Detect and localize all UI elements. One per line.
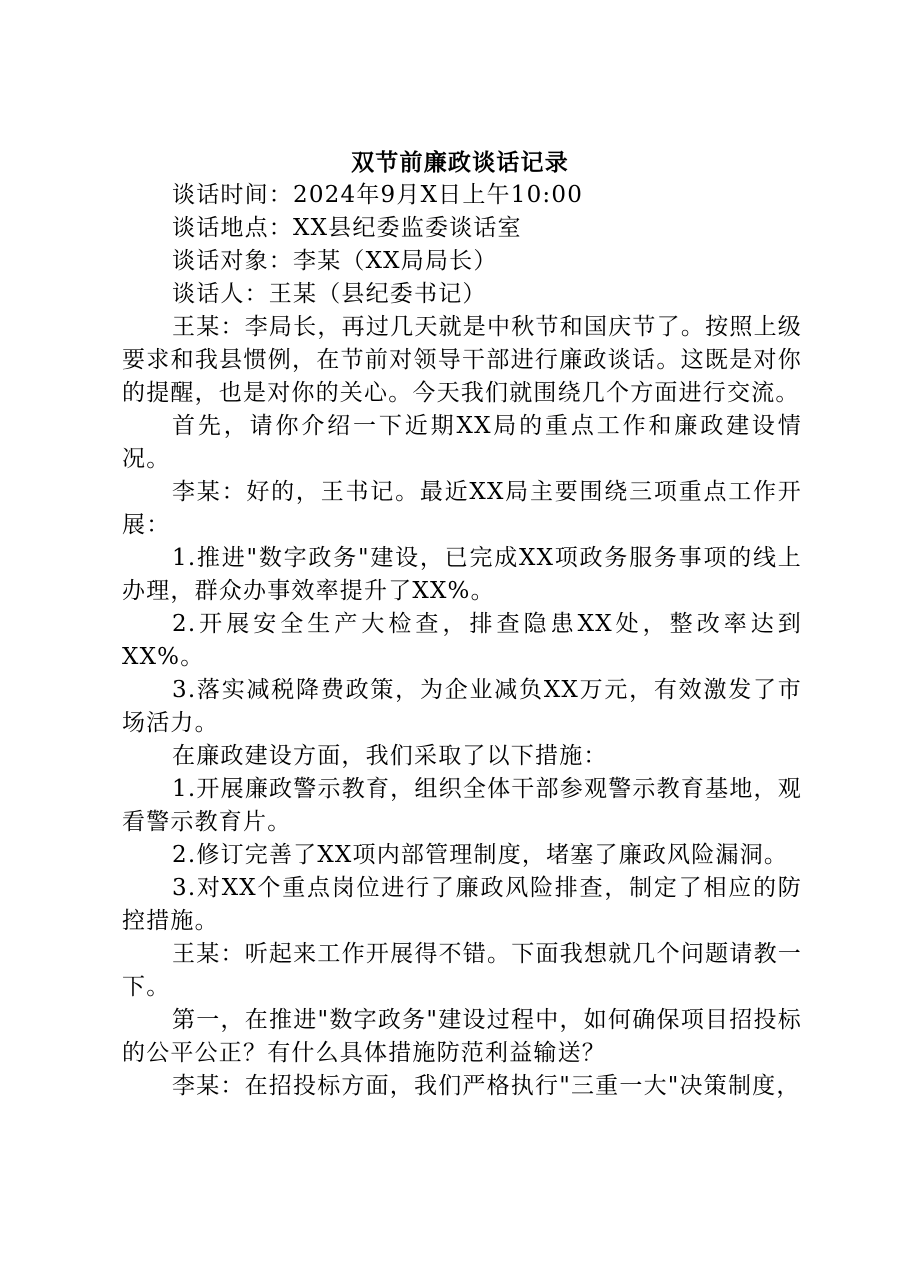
paragraph: 2.修订完善了XX项内部管理制度，堵塞了廉政风险漏洞。	[172, 842, 789, 868]
document-title: 双节前廉政谈话记录	[351, 149, 569, 176]
paragraph: 3.对XX个重点岗位进行了廉政风险排查，制定了相应的防控措施。	[122, 875, 802, 934]
paragraph: 王某：听起来工作开展得不错。下面我想就几个问题请教一下。	[122, 941, 802, 1000]
paragraph: 1.开展廉政警示教育，组织全体干部参观警示教育基地，观看警示教育片。	[122, 776, 802, 835]
meta-place: 谈话地点：XX县纪委监委谈话室	[172, 215, 522, 241]
meta-time: 谈话时间：2024年9月X日上午10:00	[172, 182, 584, 208]
paragraph: 首先，请你介绍一下近期XX局的重点工作和廉政建设情况。	[122, 413, 802, 472]
paragraph: 3.落实减税降费政策，为企业减负XX万元，有效激发了市场活力。	[122, 677, 802, 736]
paragraph: 1.推进"数字政务"建设，已完成XX项政务服务事项的线上办理，群众办事效率提升了XX%。	[122, 545, 802, 604]
paragraph: 2.开展安全生产大检查，排查隐患XX处，整改率达到XX%。	[122, 611, 802, 670]
paragraph: 李某：好的，王书记。最近XX局主要围绕三项重点工作开展：	[122, 479, 802, 538]
paragraph: 王某：李局长，再过几天就是中秋节和国庆节了。按照上级要求和我县惯例，在节前对领导干部进行廉政谈话。这既是对你的提醒，也是对你的关心。今天我们就围绕几个方面进行交流。	[122, 314, 802, 406]
paragraph: 在廉政建设方面，我们采取了以下措施：	[172, 743, 608, 769]
meta-speaker: 谈话人：王某（县纪委书记）	[172, 281, 487, 307]
paragraph: 李某：在招投标方面，我们严格执行"三重一大"决策制度，	[172, 1073, 801, 1099]
document-body	[122, 146, 802, 1103]
meta-subject: 谈话对象：李某（XX局局长）	[172, 248, 498, 274]
paragraph: 第一，在推进"数字政务"建设过程中，如何确保项目招投标的公平公正？有什么具体措施防范利益输送？	[122, 1007, 802, 1066]
